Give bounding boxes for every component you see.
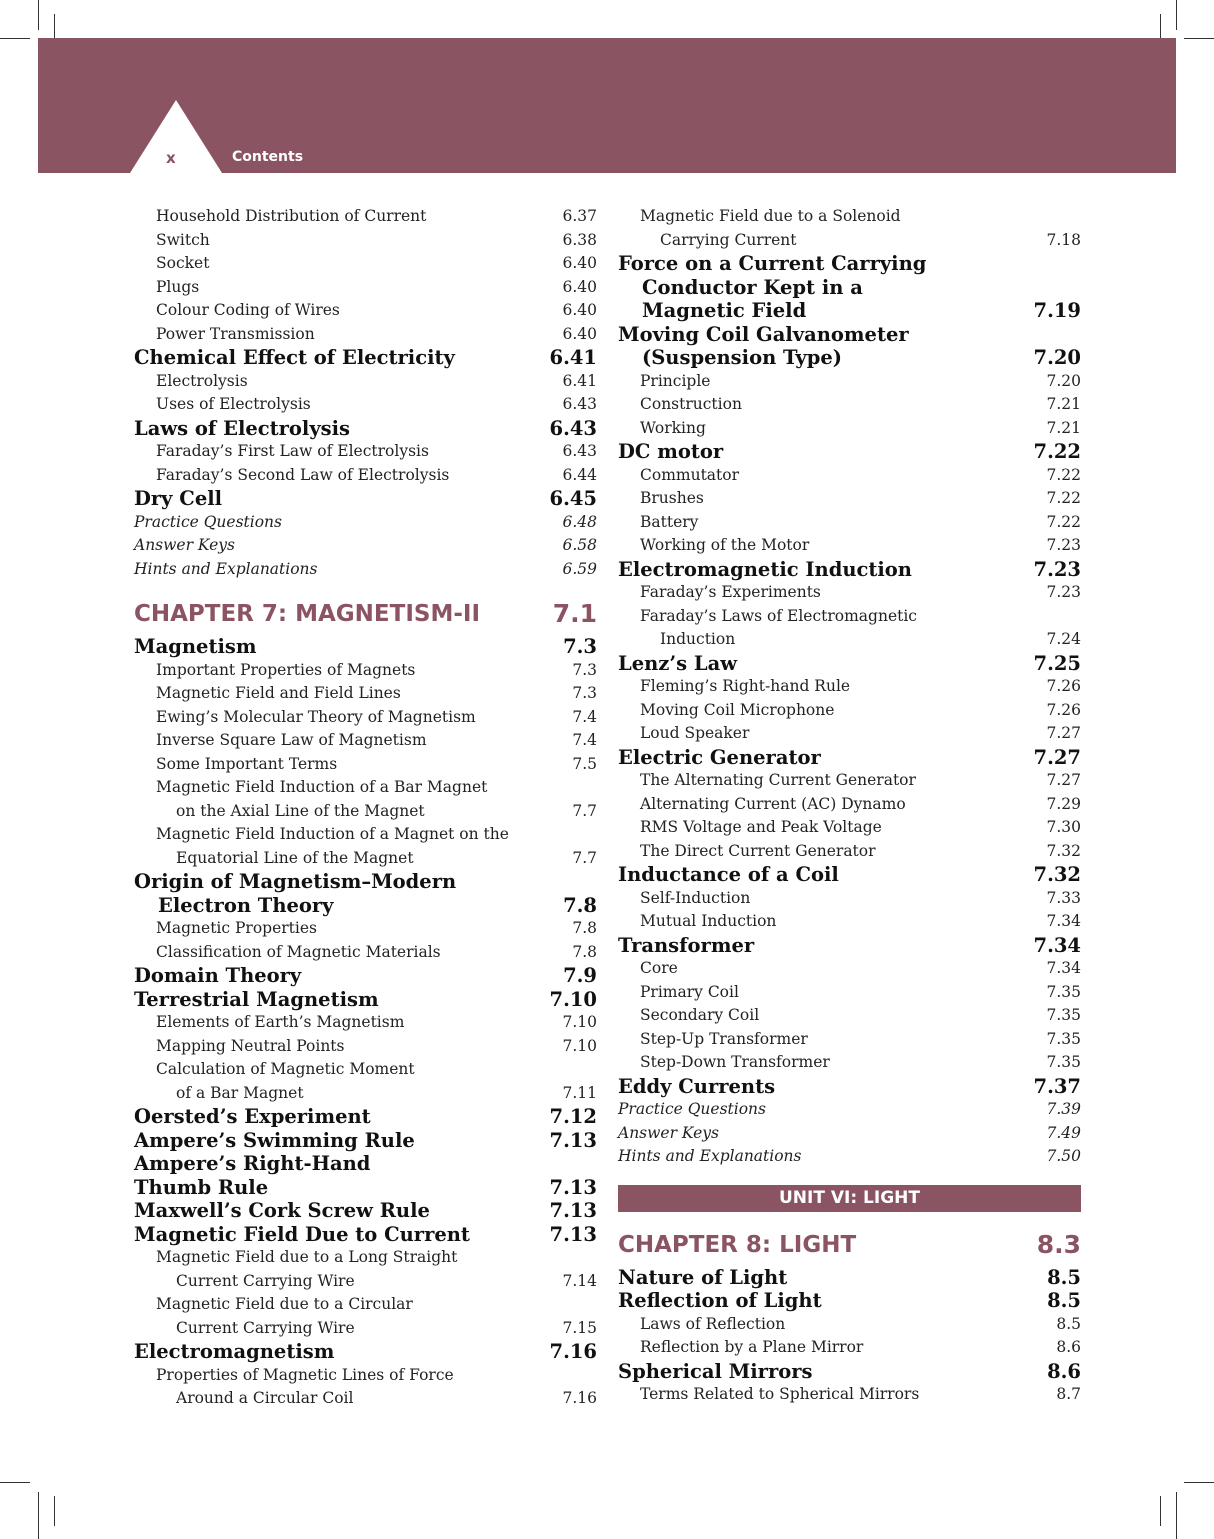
entry-title: Self-Induction bbox=[640, 888, 751, 907]
chapter-heading bbox=[134, 599, 597, 629]
toc-heading bbox=[134, 1152, 597, 1199]
entry-page: 6.48 bbox=[562, 512, 597, 531]
toc-entry bbox=[618, 487, 1081, 511]
entry-title: The Direct Current Generator bbox=[640, 841, 876, 860]
entry-page: 7.4 bbox=[572, 707, 597, 726]
entry-page: 7.26 bbox=[1046, 700, 1081, 719]
entry-page: 7.35 bbox=[1046, 1006, 1081, 1024]
heading-title: Spherical Mirrors bbox=[618, 1359, 813, 1383]
heading-title: Maxwell’s Cork Screw Rule bbox=[134, 1199, 430, 1222]
entry-title: Switch bbox=[156, 230, 210, 249]
entry-page: 7.22 bbox=[1046, 465, 1081, 484]
toc-entry bbox=[618, 1028, 1081, 1052]
entry-title-line: Magnetic Field due to a Long Straight bbox=[156, 1248, 458, 1266]
heading-page: 7.22 bbox=[1033, 440, 1081, 463]
toc-entry bbox=[618, 816, 1081, 840]
entry-title-line: Magnetic Field due to a Circular bbox=[156, 1295, 413, 1313]
entry-title: Step-Down Transformer bbox=[640, 1053, 830, 1071]
entry-title: Answer Keys bbox=[618, 1123, 719, 1142]
heading-page: 7.13 bbox=[549, 1199, 597, 1222]
toc-heading bbox=[618, 323, 1081, 370]
entry-title: Some Important Terms bbox=[156, 754, 338, 773]
heading-page: 7.13 bbox=[549, 1175, 597, 1199]
entry-page: 7.21 bbox=[1046, 395, 1081, 413]
toc-back-matter bbox=[134, 534, 597, 558]
toc-entry bbox=[134, 205, 597, 229]
toc-heading bbox=[618, 934, 1081, 958]
entry-page: 6.43 bbox=[562, 395, 597, 413]
heading-title-line: Force on a Current Carrying bbox=[618, 252, 927, 275]
entry-page: 6.44 bbox=[562, 465, 597, 484]
entry-title bbox=[156, 1364, 597, 1411]
heading-page: 6.41 bbox=[549, 346, 597, 369]
crop-mark bbox=[54, 1496, 55, 1526]
crop-mark bbox=[38, 0, 39, 30]
toc-entry bbox=[134, 393, 597, 417]
heading-title: Transformer bbox=[618, 933, 755, 957]
entry-page: 7.8 bbox=[572, 919, 597, 937]
heading-title: Magnetism bbox=[134, 635, 257, 658]
entry-title: Ewing’s Molecular Theory of Magnetism bbox=[156, 707, 476, 726]
entry-title: Plugs bbox=[156, 277, 200, 296]
toc-entry bbox=[618, 957, 1081, 981]
toc-entry bbox=[134, 1364, 597, 1411]
entry-page: 7.27 bbox=[1046, 724, 1081, 742]
entry-page: 7.18 bbox=[1046, 230, 1081, 249]
entry-page: 7.50 bbox=[1046, 1147, 1081, 1165]
toc-entry bbox=[134, 659, 597, 683]
toc-heading bbox=[618, 1075, 1081, 1099]
entry-title: Power Transmission bbox=[156, 324, 315, 343]
toc-heading bbox=[618, 746, 1081, 770]
toc-entry bbox=[618, 511, 1081, 535]
entry-title bbox=[640, 605, 1081, 652]
entry-page: 7.35 bbox=[1046, 1053, 1081, 1071]
toc-entry bbox=[134, 917, 597, 941]
entry-page: 6.37 bbox=[562, 207, 597, 225]
heading-page: 7.20 bbox=[1033, 346, 1081, 369]
entry-page: 7.14 bbox=[562, 1271, 597, 1290]
entry-title: Reflection by a Plane Mirror bbox=[640, 1338, 864, 1356]
entry-title: Faraday’s First Law of Electrolysis bbox=[156, 442, 429, 460]
entry-page: 8.6 bbox=[1056, 1338, 1081, 1356]
entry-page: 7.16 bbox=[562, 1389, 597, 1407]
heading-title bbox=[134, 870, 597, 917]
entry-title-line: Magnetic Field due to a Solenoid bbox=[640, 207, 901, 225]
toc-heading bbox=[134, 487, 597, 511]
entry-page: 7.4 bbox=[572, 731, 597, 749]
heading-title-line: Moving Coil Galvanometer bbox=[618, 322, 909, 346]
toc-entry bbox=[618, 1313, 1081, 1337]
entry-title: Secondary Coil bbox=[640, 1006, 760, 1024]
chapter-title: CHAPTER 8: LIGHT bbox=[618, 1231, 857, 1258]
crop-mark bbox=[1176, 0, 1177, 30]
toc-heading bbox=[618, 1266, 1081, 1290]
heading-title-line: Magnetic Field bbox=[642, 299, 807, 322]
toc-entry bbox=[618, 417, 1081, 441]
toc-column-right bbox=[618, 205, 1081, 1407]
chapter-heading bbox=[618, 1230, 1081, 1260]
heading-title: Lenz’s Law bbox=[618, 651, 738, 675]
entry-page: 7.39 bbox=[1046, 1100, 1081, 1118]
entry-title: Inverse Square Law of Magnetism bbox=[156, 731, 427, 749]
toc-column-left bbox=[134, 205, 597, 1411]
toc-heading bbox=[618, 440, 1081, 464]
toc-heading bbox=[134, 1223, 597, 1247]
heading-title-line: Conductor Kept in a bbox=[642, 275, 863, 299]
entry-title: Step-Up Transformer bbox=[640, 1029, 808, 1048]
entry-title: Core bbox=[640, 959, 678, 977]
crop-mark bbox=[1184, 1482, 1214, 1483]
entry-page: 7.34 bbox=[1046, 959, 1081, 977]
heading-page: 7.9 bbox=[563, 964, 597, 987]
entry-title-line: Current Carrying Wire bbox=[176, 1271, 355, 1290]
toc-entry bbox=[618, 581, 1081, 605]
entry-title: Mutual Induction bbox=[640, 912, 777, 930]
entry-page: 7.23 bbox=[1046, 536, 1081, 554]
entry-title-line: Faraday’s Laws of Electromagnetic bbox=[640, 606, 917, 625]
toc-heading bbox=[618, 1360, 1081, 1384]
toc-entry bbox=[134, 440, 597, 464]
heading-title: Electric Generator bbox=[618, 745, 821, 769]
entry-page: 7.30 bbox=[1046, 818, 1081, 836]
heading-page: 7.23 bbox=[1033, 557, 1081, 581]
heading-title: Electromagnetism bbox=[134, 1340, 335, 1363]
entry-page: 7.3 bbox=[572, 684, 597, 702]
toc-entry bbox=[618, 1004, 1081, 1028]
entry-title bbox=[640, 205, 1081, 252]
toc-entry bbox=[618, 1336, 1081, 1360]
toc-entry bbox=[134, 682, 597, 706]
entry-page: 7.32 bbox=[1046, 841, 1081, 860]
entry-title: Working bbox=[640, 418, 706, 437]
chapter-page: 8.3 bbox=[1036, 1229, 1081, 1259]
entry-title: Magnetic Properties bbox=[156, 919, 317, 937]
entry-title-line: Calculation of Magnetic Moment bbox=[156, 1060, 415, 1078]
toc-entry bbox=[134, 252, 597, 276]
entry-page: 7.8 bbox=[572, 942, 597, 961]
toc-entry bbox=[134, 776, 597, 823]
toc-entry bbox=[134, 229, 597, 253]
entry-page: 7.22 bbox=[1046, 489, 1081, 507]
heading-page: 7.16 bbox=[549, 1340, 597, 1363]
page-tab-triangle bbox=[130, 100, 222, 173]
heading-title-line: Origin of Magnetism–Modern bbox=[134, 870, 457, 893]
entry-page: 7.26 bbox=[1046, 677, 1081, 695]
entry-page: 8.7 bbox=[1056, 1385, 1081, 1403]
heading-title: DC motor bbox=[618, 440, 724, 463]
entry-page: 7.35 bbox=[1046, 982, 1081, 1001]
entry-title: Fleming’s Right-hand Rule bbox=[640, 677, 851, 695]
entry-title: Laws of Reflection bbox=[640, 1314, 786, 1333]
entry-page: 7.5 bbox=[572, 754, 597, 773]
running-title: Contents bbox=[232, 149, 304, 165]
toc-heading bbox=[618, 863, 1081, 887]
toc-entry bbox=[134, 1035, 597, 1059]
heading-page: 6.43 bbox=[549, 416, 597, 440]
heading-title-line: (Suspension Type) bbox=[642, 346, 843, 369]
crop-mark bbox=[1176, 1492, 1177, 1539]
entry-title: Principle bbox=[640, 371, 711, 390]
heading-page: 7.37 bbox=[1033, 1074, 1081, 1098]
entry-title: Loud Speaker bbox=[640, 724, 750, 742]
entry-page: 7.20 bbox=[1046, 371, 1081, 390]
entry-title: Socket bbox=[156, 254, 210, 272]
toc-entry bbox=[618, 675, 1081, 699]
heading-title: Chemical Effect of Electricity bbox=[134, 346, 455, 369]
toc-entry bbox=[134, 299, 597, 323]
entry-title: Elements of Earth’s Magnetism bbox=[156, 1013, 405, 1031]
entry-page: 7.24 bbox=[1046, 630, 1081, 648]
entry-title: Moving Coil Microphone bbox=[640, 700, 835, 719]
entry-title: Battery bbox=[640, 512, 699, 531]
entry-page: 7.49 bbox=[1046, 1123, 1081, 1142]
toc-heading bbox=[618, 558, 1081, 582]
toc-heading bbox=[618, 652, 1081, 676]
entry-page: 6.38 bbox=[562, 230, 597, 249]
entry-title: Faraday’s Second Law of Electrolysis bbox=[156, 465, 450, 484]
entry-page: 8.5 bbox=[1056, 1314, 1081, 1333]
toc-entry bbox=[618, 205, 1081, 252]
entry-title: Uses of Electrolysis bbox=[156, 395, 311, 413]
unit-banner: UNIT VI: LIGHT bbox=[618, 1185, 1081, 1212]
entry-page: 6.40 bbox=[562, 254, 597, 272]
entry-title: Practice Questions bbox=[134, 512, 282, 531]
entry-title bbox=[156, 1058, 597, 1105]
entry-title: RMS Voltage and Peak Voltage bbox=[640, 818, 882, 836]
entry-page: 7.11 bbox=[562, 1083, 597, 1102]
entry-title: Practice Questions bbox=[618, 1100, 766, 1118]
entry-title-line: Magnetic Field Induction of a Magnet on the bbox=[156, 825, 509, 843]
toc-heading bbox=[134, 870, 597, 917]
toc-back-matter bbox=[134, 558, 597, 582]
toc-heading bbox=[134, 988, 597, 1012]
crop-mark bbox=[0, 1482, 30, 1483]
entry-page: 6.58 bbox=[562, 536, 597, 554]
toc-entry bbox=[618, 1051, 1081, 1075]
heading-page: 8.6 bbox=[1047, 1359, 1081, 1383]
toc-entry bbox=[618, 534, 1081, 558]
entry-page: 6.43 bbox=[562, 442, 597, 460]
heading-title: Ampere’s Swimming Rule bbox=[134, 1128, 415, 1152]
chapter-page: 7.1 bbox=[552, 599, 597, 628]
toc-entry bbox=[618, 699, 1081, 723]
heading-title: Terrestrial Magnetism bbox=[134, 987, 379, 1011]
entry-title bbox=[156, 1293, 597, 1340]
heading-title: Oersted’s Experiment bbox=[134, 1105, 371, 1128]
crop-mark bbox=[1160, 1496, 1161, 1526]
entry-title: Electrolysis bbox=[156, 371, 248, 390]
toc-entry bbox=[618, 910, 1081, 934]
crop-mark bbox=[0, 38, 30, 39]
toc-entry bbox=[618, 981, 1081, 1005]
toc-entry bbox=[134, 753, 597, 777]
heading-title-line: Electron Theory bbox=[158, 893, 334, 917]
toc-back-matter bbox=[134, 511, 597, 535]
entry-title-line: Current Carrying Wire bbox=[176, 1318, 355, 1337]
heading-title bbox=[134, 1152, 597, 1199]
entry-page: 7.10 bbox=[562, 1013, 597, 1031]
entry-title: Magnetic Field and Field Lines bbox=[156, 684, 401, 702]
toc-back-matter bbox=[618, 1122, 1081, 1146]
toc-back-matter bbox=[618, 1098, 1081, 1122]
heading-page: 8.5 bbox=[1047, 1265, 1081, 1289]
heading-title: Electromagnetic Induction bbox=[618, 557, 912, 581]
entry-title-line: of a Bar Magnet bbox=[176, 1083, 304, 1102]
heading-page: 6.45 bbox=[549, 487, 597, 510]
entry-title-line: Properties of Magnetic Lines of Force bbox=[156, 1365, 454, 1384]
toc-heading bbox=[134, 1199, 597, 1223]
toc-heading bbox=[134, 1340, 597, 1364]
entry-title-line: Induction bbox=[660, 630, 736, 648]
toc-entry bbox=[134, 1058, 597, 1105]
chapter-title: CHAPTER 7: MAGNETISM-II bbox=[134, 601, 480, 627]
toc-heading bbox=[134, 1129, 597, 1153]
toc-entry bbox=[618, 769, 1081, 793]
entry-title: Brushes bbox=[640, 489, 704, 507]
toc-entry bbox=[134, 1293, 597, 1340]
toc-entry bbox=[134, 1246, 597, 1293]
heading-title: Laws of Electrolysis bbox=[134, 416, 351, 440]
toc-entry bbox=[134, 370, 597, 394]
entry-title: Construction bbox=[640, 395, 742, 413]
entry-page: 7.35 bbox=[1046, 1029, 1081, 1048]
entry-page: 7.3 bbox=[572, 660, 597, 679]
entry-page: 7.23 bbox=[1046, 583, 1081, 601]
heading-page: 7.27 bbox=[1033, 745, 1081, 769]
entry-page: 7.33 bbox=[1046, 888, 1081, 907]
heading-title: Inductance of a Coil bbox=[618, 863, 839, 886]
toc-heading bbox=[618, 252, 1081, 323]
toc-entry bbox=[618, 722, 1081, 746]
heading-title bbox=[618, 252, 1081, 323]
entry-page: 6.40 bbox=[562, 301, 597, 319]
toc-heading bbox=[134, 964, 597, 988]
heading-title: Nature of Light bbox=[618, 1265, 788, 1289]
toc-entry bbox=[134, 941, 597, 965]
entry-title: Primary Coil bbox=[640, 982, 739, 1001]
heading-page: 7.13 bbox=[549, 1222, 597, 1246]
toc-heading bbox=[134, 1105, 597, 1129]
entry-title: Working of the Motor bbox=[640, 536, 810, 554]
entry-title: Commutator bbox=[640, 465, 740, 484]
entry-page: 6.40 bbox=[562, 277, 597, 296]
toc-heading bbox=[134, 346, 597, 370]
entry-page: 7.7 bbox=[572, 848, 597, 867]
entry-page: 7.15 bbox=[562, 1318, 597, 1337]
entry-page: 6.59 bbox=[562, 559, 597, 578]
toc-entry bbox=[618, 793, 1081, 817]
heading-title: Magnetic Field Due to Current bbox=[134, 1222, 470, 1246]
toc-entry bbox=[134, 276, 597, 300]
entry-title: Terms Related to Spherical Mirrors bbox=[640, 1385, 920, 1403]
entry-page: 6.40 bbox=[562, 324, 597, 343]
heading-page: 7.3 bbox=[563, 635, 597, 658]
entry-title: Household Distribution of Current bbox=[156, 207, 427, 225]
entry-page: 7.22 bbox=[1046, 512, 1081, 531]
heading-title: Dry Cell bbox=[134, 487, 223, 510]
heading-title bbox=[618, 323, 1081, 370]
heading-page: 7.8 bbox=[563, 893, 597, 917]
entry-title: Hints and Explanations bbox=[134, 559, 318, 578]
entry-page: 6.41 bbox=[562, 371, 597, 390]
toc-entry bbox=[134, 823, 597, 870]
heading-title-line: Thumb Rule bbox=[134, 1175, 269, 1199]
toc-entry bbox=[134, 729, 597, 753]
heading-page: 7.34 bbox=[1033, 933, 1081, 957]
toc-entry bbox=[618, 840, 1081, 864]
heading-page: 7.10 bbox=[549, 987, 597, 1011]
entry-title-line: Carrying Current bbox=[660, 230, 797, 249]
entry-title: Colour Coding of Wires bbox=[156, 301, 340, 319]
entry-title bbox=[156, 823, 597, 870]
crop-mark bbox=[38, 1492, 39, 1539]
entry-title-line: Magnetic Field Induction of a Bar Magnet bbox=[156, 778, 488, 796]
toc-entry bbox=[618, 370, 1081, 394]
entry-title: Important Properties of Magnets bbox=[156, 660, 416, 679]
toc-entry bbox=[134, 706, 597, 730]
heading-page: 7.32 bbox=[1033, 863, 1081, 886]
entry-title: Hints and Explanations bbox=[618, 1147, 802, 1165]
toc-entry bbox=[134, 464, 597, 488]
heading-title: Eddy Currents bbox=[618, 1074, 776, 1098]
entry-page: 7.27 bbox=[1046, 771, 1081, 789]
entry-title-line: on the Axial Line of the Magnet bbox=[176, 801, 425, 820]
entry-title bbox=[156, 1246, 597, 1293]
entry-page: 7.7 bbox=[572, 801, 597, 820]
toc-entry bbox=[618, 605, 1081, 652]
entry-title: Alternating Current (AC) Dynamo bbox=[640, 794, 906, 813]
toc-entry bbox=[618, 1383, 1081, 1407]
entry-title: Mapping Neutral Points bbox=[156, 1036, 345, 1055]
toc-heading bbox=[134, 635, 597, 659]
entry-title-line: Around a Circular Coil bbox=[176, 1389, 354, 1407]
entry-page: 7.21 bbox=[1046, 418, 1081, 437]
entry-title bbox=[156, 776, 597, 823]
toc-entry bbox=[618, 464, 1081, 488]
heading-title-line: Ampere’s Right-Hand bbox=[134, 1152, 371, 1175]
heading-title: Domain Theory bbox=[134, 964, 302, 987]
toc-heading bbox=[134, 417, 597, 441]
toc-entry bbox=[134, 323, 597, 347]
heading-page: 7.25 bbox=[1033, 651, 1081, 675]
crop-mark bbox=[1184, 38, 1214, 39]
entry-page: 7.10 bbox=[562, 1036, 597, 1055]
heading-page: 7.19 bbox=[1033, 299, 1081, 322]
heading-page: 8.5 bbox=[1047, 1289, 1081, 1312]
entry-page: 7.29 bbox=[1046, 794, 1081, 813]
entry-title-line: Equatorial Line of the Magnet bbox=[176, 848, 414, 867]
entry-title: Faraday’s Experiments bbox=[640, 583, 821, 601]
toc-heading bbox=[618, 1289, 1081, 1313]
page-number: x bbox=[166, 149, 176, 167]
heading-page: 7.13 bbox=[549, 1128, 597, 1152]
entry-title: Answer Keys bbox=[134, 536, 235, 554]
heading-page: 7.12 bbox=[549, 1105, 597, 1128]
toc-back-matter bbox=[618, 1145, 1081, 1169]
entry-page: 7.34 bbox=[1046, 912, 1081, 930]
heading-title: Reflection of Light bbox=[618, 1289, 822, 1312]
toc-entry bbox=[134, 1011, 597, 1035]
toc-entry bbox=[618, 393, 1081, 417]
entry-title: The Alternating Current Generator bbox=[640, 771, 916, 789]
toc-entry bbox=[618, 887, 1081, 911]
entry-title: Classification of Magnetic Materials bbox=[156, 942, 441, 961]
